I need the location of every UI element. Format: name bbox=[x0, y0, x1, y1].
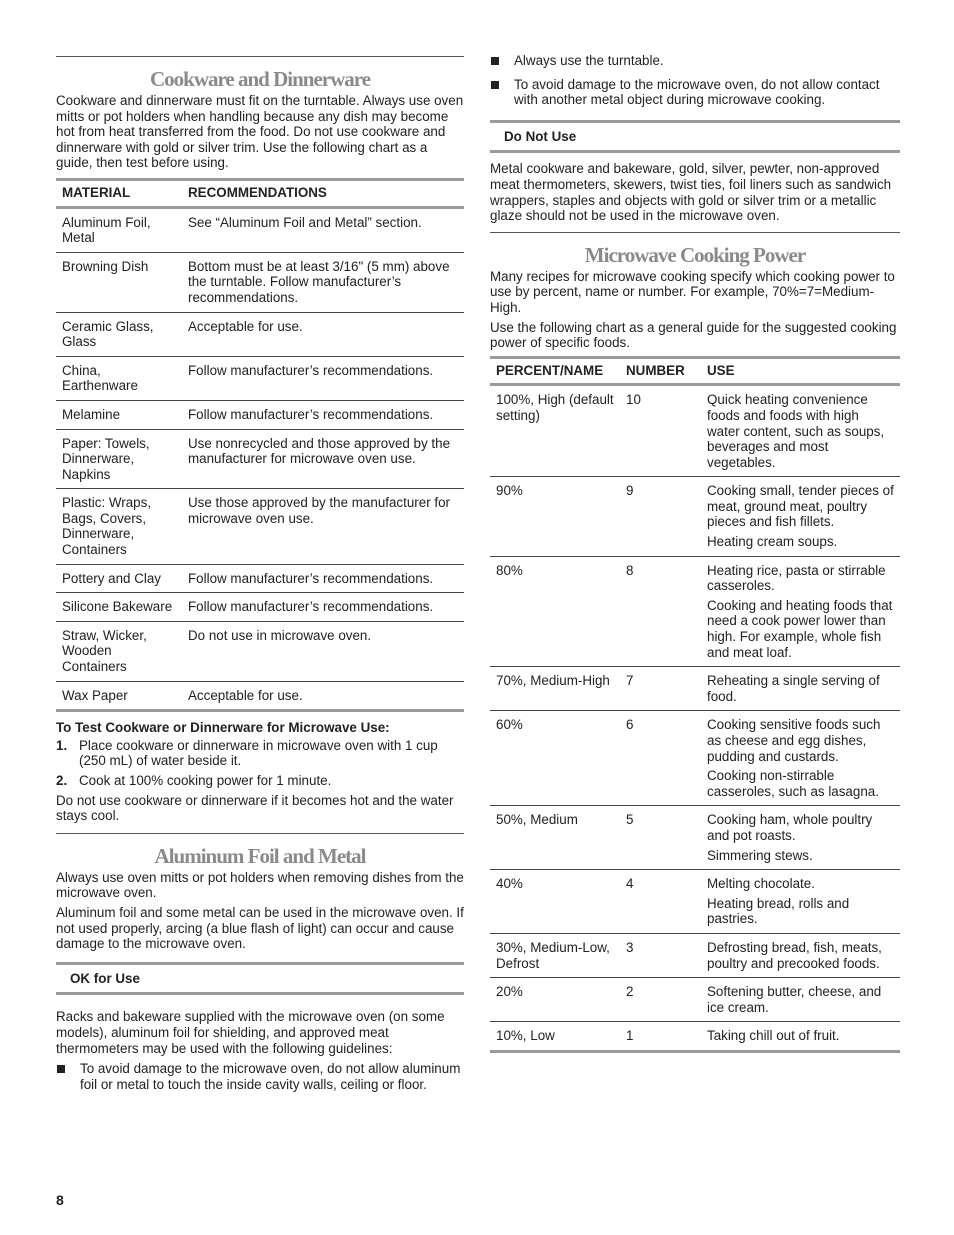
number-cell: 1 bbox=[620, 1022, 701, 1052]
section-divider bbox=[56, 56, 464, 57]
step-number: 1. bbox=[56, 737, 68, 753]
percent-cell: 90% bbox=[490, 477, 620, 556]
step-item bbox=[56, 773, 464, 789]
recommendation-cell: Follow manufacturer’s recommendations. bbox=[182, 400, 464, 429]
test-heading: To Test Cookware or Dinnerware for Microwave Use: bbox=[56, 720, 390, 736]
use-line: Heating rice, pasta or stirrable casseroles. bbox=[707, 562, 886, 594]
use-cell bbox=[701, 711, 900, 806]
material-cell: China, Earthenware bbox=[56, 356, 182, 400]
table-row bbox=[56, 429, 464, 489]
aluminum-p1: Always use oven mitts or pot holders when removing dishes from the microwave oven. bbox=[56, 869, 464, 901]
percent-cell: 70%, Medium-High bbox=[490, 667, 620, 711]
table-row bbox=[56, 356, 464, 400]
bullet-item bbox=[56, 1061, 464, 1092]
use-line: Heating bread, rolls and pastries. bbox=[707, 895, 850, 927]
ok-for-use-heading: OK for Use bbox=[56, 962, 464, 996]
ok-bullets-left bbox=[56, 1061, 464, 1092]
material-cell: Pottery and Clay bbox=[56, 564, 182, 593]
power-p1: Many recipes for microwave cooking specify which cooking power to use by percent, name or number. For example, 70%=7=Medium-High. bbox=[490, 268, 895, 315]
material-cell: Straw, Wicker, Wooden Containers bbox=[56, 621, 182, 681]
bullet-text: Always use the turntable. bbox=[514, 53, 664, 68]
use-cell bbox=[701, 1022, 900, 1052]
table-row bbox=[56, 252, 464, 312]
test-note: Do not use cookware or dinnerware if it becomes hot and the water stays cool. bbox=[56, 792, 454, 824]
recommendation-cell: Do not use in microwave oven. bbox=[182, 621, 464, 681]
material-cell: Silicone Bakeware bbox=[56, 593, 182, 622]
right-column bbox=[490, 0, 900, 1053]
recommendation-cell: Follow manufacturer’s recommendations. bbox=[182, 356, 464, 400]
use-line: Defrosting bread, fish, meats, poultry and precooked foods. bbox=[707, 939, 882, 971]
table-row bbox=[490, 711, 900, 806]
section-divider bbox=[56, 833, 464, 834]
table-row bbox=[56, 681, 464, 711]
step-text: Place cookware or dinnerware in microwave oven with 1 cup (250 mL) of water beside it. bbox=[79, 737, 438, 769]
percent-cell: 40% bbox=[490, 870, 620, 934]
aluminum-title: Aluminum Foil and Metal bbox=[154, 843, 366, 868]
material-cell: Plastic: Wraps, Bags, Covers, Dinnerware, Containers bbox=[56, 489, 182, 564]
material-cell: Wax Paper bbox=[56, 681, 182, 711]
left-column bbox=[56, 0, 464, 1092]
use-cell bbox=[701, 978, 900, 1022]
material-cell: Ceramic Glass, Glass bbox=[56, 312, 182, 356]
use-line: Cooking small, tender pieces of meat, ground meat, poultry pieces and fish fillets. bbox=[707, 483, 894, 530]
recommendation-cell: Use those approved by the manufacturer for microwave oven use. bbox=[182, 489, 464, 564]
use-line: Heating cream soups. bbox=[707, 534, 838, 550]
use-cell bbox=[701, 667, 900, 711]
square-bullet-icon bbox=[57, 1065, 65, 1073]
square-bullet-icon bbox=[491, 81, 499, 89]
number-cell: 5 bbox=[620, 806, 701, 870]
table-row bbox=[490, 477, 900, 556]
table-row bbox=[490, 870, 900, 934]
use-line: Cooking ham, whole poultry and pot roasts. bbox=[707, 812, 873, 843]
aluminum-p2: Aluminum foil and some metal can be used in the microwave oven. If not used properly, arcing (a blue flash of light) can occur and cause damage to the microwave oven. bbox=[56, 904, 464, 952]
power-title: Microwave Cooking Power bbox=[584, 242, 806, 267]
percent-cell: 30%, Medium-Low, Defrost bbox=[490, 933, 620, 977]
number-cell: 8 bbox=[620, 556, 701, 667]
recommendation-cell: See “Aluminum Foil and Metal” section. bbox=[182, 207, 464, 252]
percent-header: PERCENT/NAME bbox=[490, 357, 620, 385]
number-cell: 6 bbox=[620, 711, 701, 806]
square-bullet-icon bbox=[491, 57, 499, 65]
test-steps bbox=[56, 738, 464, 789]
power-table-header bbox=[490, 357, 900, 385]
number-cell: 2 bbox=[620, 978, 701, 1022]
table-row bbox=[56, 489, 464, 564]
bullet-text: To avoid damage to the microwave oven, do not allow aluminum foil or metal to touch the inside cavity walls, ceiling or floor. bbox=[80, 1061, 461, 1092]
recommendation-cell: Bottom must be at least 3/16" (5 mm) above the turntable. Follow manufacturer’s recommendations. bbox=[182, 252, 464, 312]
recommendation-cell: Use nonrecycled and those approved by the manufacturer for microwave oven use. bbox=[182, 429, 464, 489]
bullet-text: To avoid damage to the microwave oven, do not allow contact with another metal object during microwave cooking. bbox=[514, 76, 880, 108]
do-not-use-heading: Do Not Use bbox=[490, 120, 900, 154]
use-cell bbox=[701, 870, 900, 934]
table-row bbox=[56, 400, 464, 429]
material-cell: Aluminum Foil, Metal bbox=[56, 207, 182, 252]
use-line: Softening butter, cheese, and ice cream. bbox=[707, 984, 882, 1015]
table-row bbox=[490, 556, 900, 667]
material-header: MATERIAL bbox=[56, 179, 182, 207]
use-line: Melting chocolate. bbox=[707, 876, 815, 892]
cookware-title: Cookware and Dinnerware bbox=[149, 67, 371, 91]
number-cell: 3 bbox=[620, 933, 701, 977]
use-line: Cooking and heating foods that need a cook power lower than high. For example, whole fish and meat loaf. bbox=[707, 597, 893, 660]
percent-cell: 20% bbox=[490, 978, 620, 1022]
number-cell: 4 bbox=[620, 870, 701, 934]
recommendation-cell: Acceptable for use. bbox=[182, 312, 464, 356]
cookware-intro: Cookware and dinnerware must fit on the turntable. Always use oven mitts or pot holders when handling because any dish may become hot from heat transferred from the food. Do not use cookware and dinnerware with gold or silver trim. Use the following chart as a guide, then test before using. bbox=[56, 93, 464, 171]
page-number: 8 bbox=[56, 1192, 64, 1208]
table-row bbox=[56, 312, 464, 356]
power-p2: Use the following chart as a general guide for the suggested cooking power of specific foods. bbox=[490, 319, 897, 351]
do-not-use-text: Metal cookware and bakeware, gold, silver, pewter, non-approved meat thermometers, skewers, twist ties, foil liners such as sandwich wrappers, staples and objects with gold or silver trim or a metallic glaze should not be used in the microwave oven. bbox=[490, 161, 892, 224]
step-item bbox=[56, 738, 464, 769]
number-cell: 10 bbox=[620, 385, 701, 477]
ok-bullets-right bbox=[490, 53, 900, 108]
use-cell bbox=[701, 933, 900, 977]
table-row bbox=[490, 806, 900, 870]
table-row bbox=[490, 978, 900, 1022]
use-line: Simmering stews. bbox=[707, 847, 813, 863]
number-cell: 7 bbox=[620, 667, 701, 711]
material-cell: Melamine bbox=[56, 400, 182, 429]
percent-cell: 80% bbox=[490, 556, 620, 667]
recommendation-cell: Follow manufacturer’s recommendations. bbox=[182, 564, 464, 593]
use-header: USE bbox=[701, 357, 900, 385]
table-row bbox=[56, 207, 464, 252]
use-cell bbox=[701, 556, 900, 667]
bullet-item bbox=[490, 53, 900, 69]
table-row bbox=[56, 593, 464, 622]
recommendations-header: RECOMMENDATIONS bbox=[182, 179, 464, 207]
use-line: Quick heating convenience foods and foods with high water content, such as soups, beverages and most vegetables. bbox=[707, 392, 885, 470]
use-cell bbox=[701, 385, 900, 477]
step-number: 2. bbox=[56, 773, 68, 788]
percent-cell: 10%, Low bbox=[490, 1022, 620, 1052]
percent-cell: 100%, High (default setting) bbox=[490, 385, 620, 477]
number-cell: 9 bbox=[620, 477, 701, 556]
material-cell: Browning Dish bbox=[56, 252, 182, 312]
bullet-item bbox=[490, 77, 900, 108]
table-row bbox=[490, 1022, 900, 1052]
use-line: Cooking sensitive foods such as cheese and egg dishes, pudding and custards. bbox=[707, 717, 881, 764]
use-line: Reheating a single serving of food. bbox=[707, 673, 880, 704]
cookware-table bbox=[56, 178, 464, 712]
use-line: Taking chill out of fruit. bbox=[707, 1028, 840, 1044]
percent-cell: 50%, Medium bbox=[490, 806, 620, 870]
recommendation-cell: Follow manufacturer’s recommendations. bbox=[182, 593, 464, 622]
number-header: NUMBER bbox=[620, 357, 701, 385]
use-cell bbox=[701, 477, 900, 556]
table-row bbox=[490, 385, 900, 477]
step-text: Cook at 100% cooking power for 1 minute. bbox=[79, 773, 332, 788]
material-cell: Paper: Towels, Dinnerware, Napkins bbox=[56, 429, 182, 489]
ok-for-use-text: Racks and bakeware supplied with the microwave oven (on some models), aluminum foil for shielding, and approved meat thermometers may be used with the following guidelines: bbox=[56, 1009, 445, 1056]
use-line: Cooking non-stirrable casseroles, such as lasagna. bbox=[707, 768, 879, 799]
section-divider bbox=[490, 232, 900, 233]
table-row bbox=[490, 667, 900, 711]
use-cell bbox=[701, 806, 900, 870]
power-table bbox=[490, 356, 900, 1053]
table-row bbox=[56, 621, 464, 681]
cookware-table-header bbox=[56, 179, 464, 207]
table-row bbox=[56, 564, 464, 593]
recommendation-cell: Acceptable for use. bbox=[182, 681, 464, 711]
table-row bbox=[490, 933, 900, 977]
percent-cell: 60% bbox=[490, 711, 620, 806]
